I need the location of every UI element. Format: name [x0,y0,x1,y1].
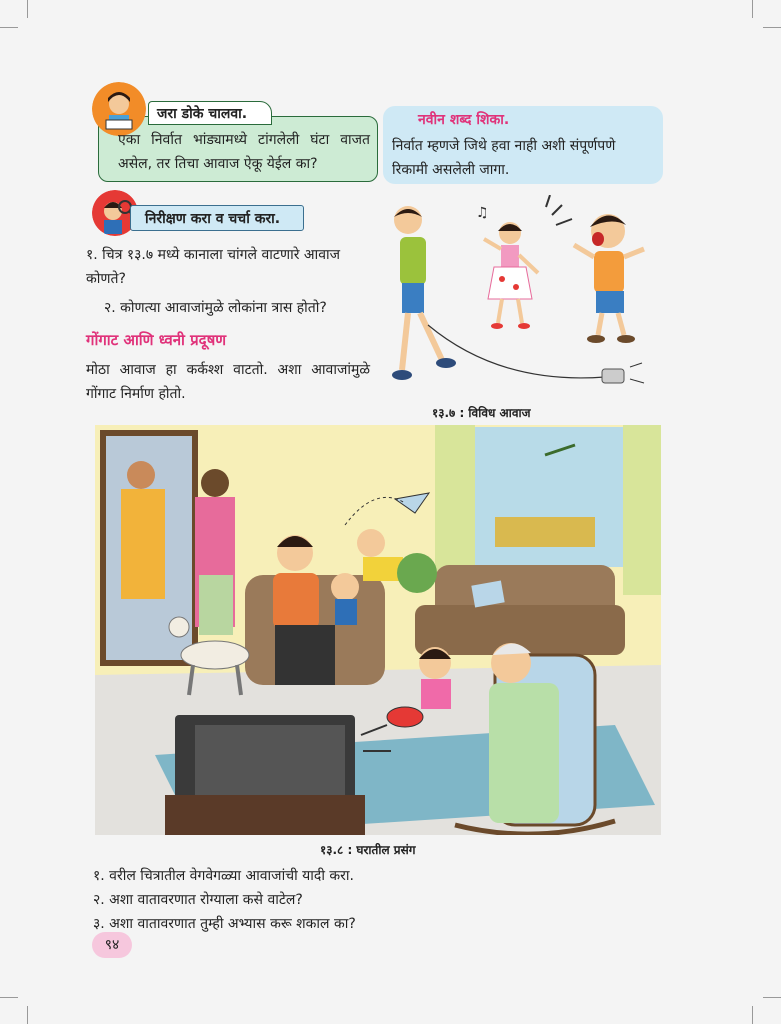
crop-mark [27,1006,28,1024]
crop-mark [27,0,28,18]
crop-mark [0,27,18,28]
question-1: १. वरील चित्रातील वेगवेगळ्या आवाजांची यादी करा. [93,868,354,884]
noise-heading: गोंगाट आणि ध्वनी प्रदूषण [86,331,227,349]
observe-question-1: १. चित्र १३.७ मध्ये कानाला चांगले वाटणारे आवाज कोणते? [86,247,340,287]
figure-13-8-caption: १३.८ : घरातील प्रसंग [320,843,416,857]
figure-13-7-caption: १३.७ : विविध आवाज [432,406,531,420]
think-box-title: जरा डोके चालवा. [148,101,272,125]
crop-mark [763,997,781,998]
new-words-title: नवीन शब्द शिका. [418,112,510,128]
svg-text:♫: ♫ [476,205,489,221]
observe-question-2: २. कोणत्या आवाजांमुळे लोकांना त्रास होतो? [104,300,327,316]
crop-mark [0,997,18,998]
crop-mark [763,27,781,28]
question-3: ३. अशा वातावरणात तुम्ही अभ्यास करू शकाल का? [93,916,356,932]
page-number: ९४ [92,932,132,958]
question-2: २. अशा वातावरणात रोग्याला कसे वाटेल? [93,892,303,908]
crop-mark [752,0,753,18]
crop-mark [752,1006,753,1024]
noise-text: मोठा आवाज हा कर्कश्श वाटतो. अशा आवाजांमुळे गोंगाट निर्माण होतो. [86,362,370,402]
think-box-text: एका निर्वात भांड्यामध्ये टांगलेली घंटा वाजत असेल, तर तिचा आवाज ऐकू येईल का? [118,132,370,172]
observe-title: निरीक्षण करा व चर्चा करा. [130,205,304,231]
household-scene-illustration [95,425,661,835]
new-words-text: निर्वात म्हणजे जिथे हवा नाही अशी संपूर्णपणे रिकामी असलेली जागा. [392,138,616,178]
various-sounds-illustration [380,195,670,400]
